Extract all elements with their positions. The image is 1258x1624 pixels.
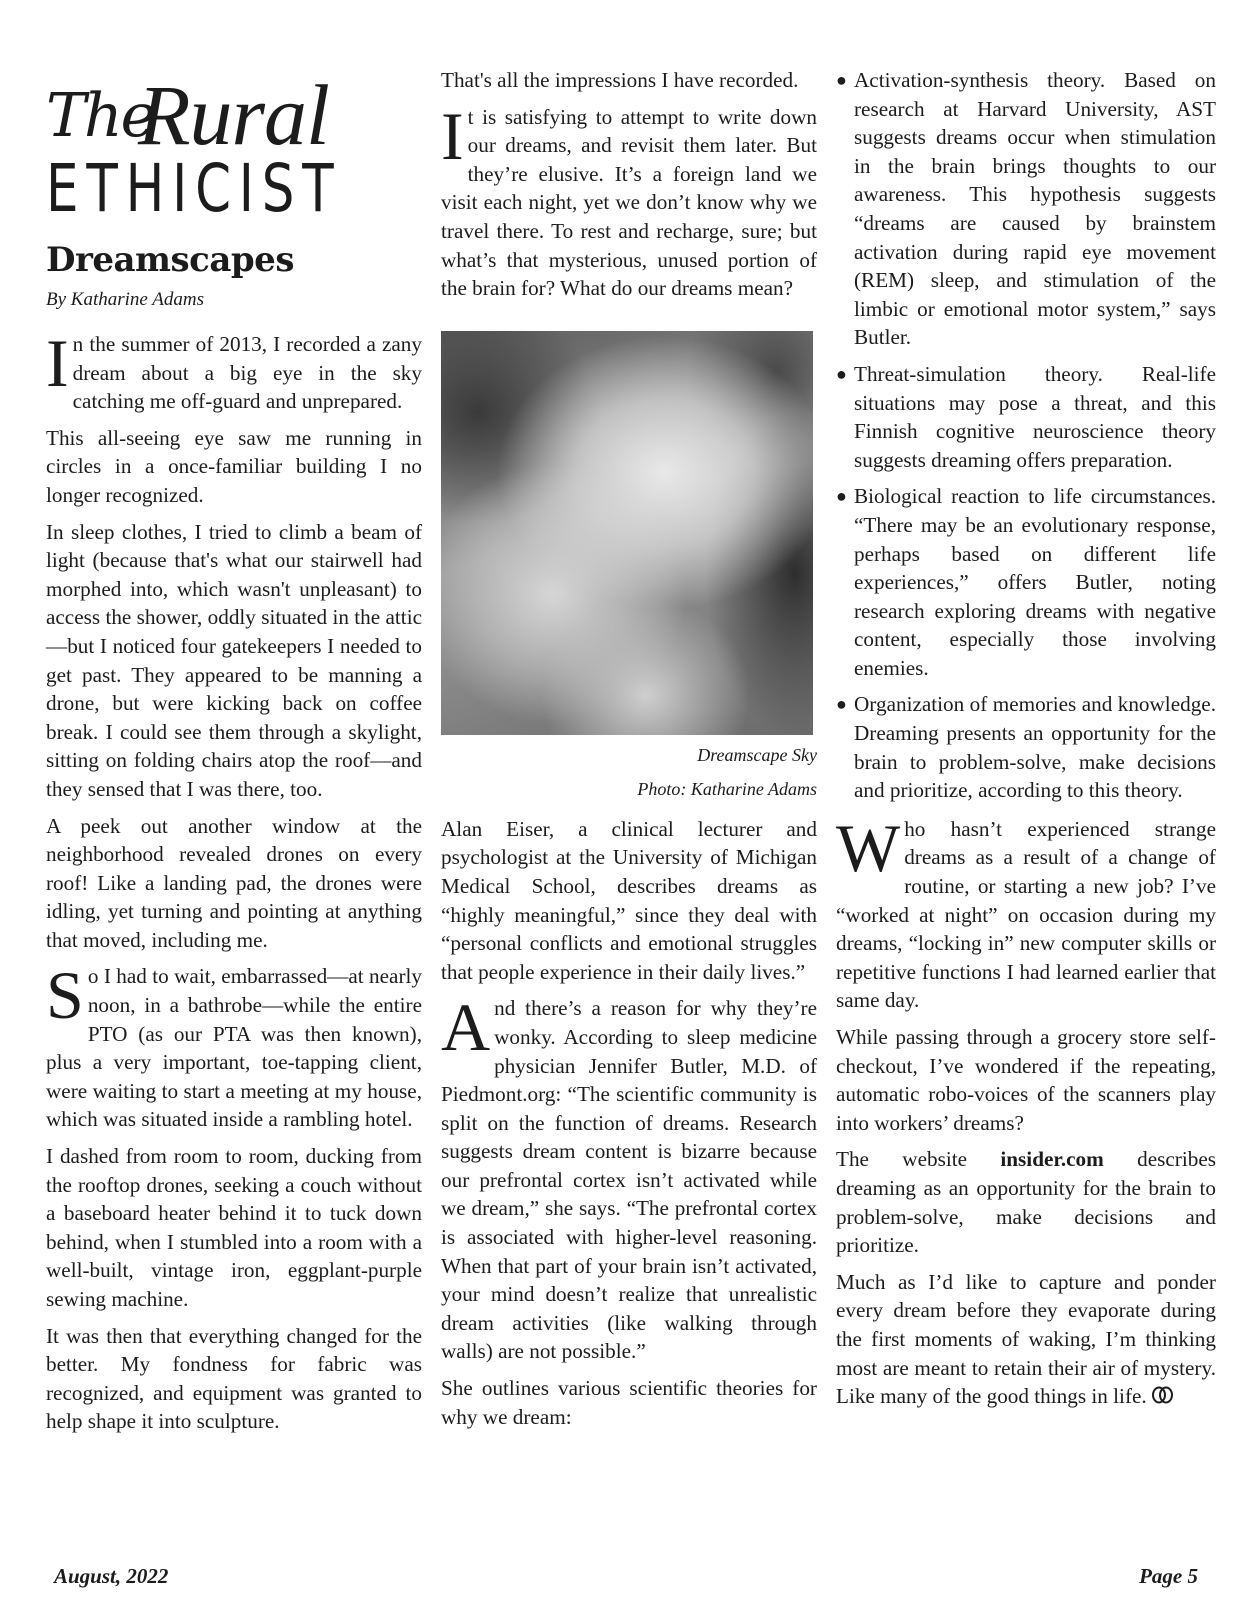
paragraph-text: o I had to wait, embarrassed—at nearly noon, in a bathrobe—while the entire PTO (as our PTA was then known), plus a very important, toe-tapping client, were waiting to start a meeting at my house, which was situated inside a rambling hotel.: [46, 964, 422, 1132]
drop-cap: I: [46, 325, 69, 401]
article-byline: By Katharine Adams: [46, 289, 204, 310]
bullet-icon: ●: [836, 694, 847, 715]
paragraph: She outlines various scientific theories for why we dream:: [441, 1376, 817, 1429]
end-mark-icon: [1151, 1383, 1175, 1412]
drop-cap: S: [46, 957, 84, 1034]
drop-cap: A: [441, 989, 491, 1066]
paragraph-text: ho hasn’t experienced strange dreams as a result of a change of routine, or starting a new job? I’ve “worked at night” on occasion during my dreams, “locking in” new computer skills or repetitive functions I had learned earlier that same day.: [836, 816, 1216, 1013]
list-item: [836, 482, 1216, 682]
paragraph: [441, 97, 817, 303]
article-title: Dreamscapes: [46, 240, 294, 280]
paragraph: [441, 989, 817, 1366]
list-item: [836, 690, 1216, 804]
list-item-text: Biological reaction to life circumstances. “There may be an evolutionary response, perhaps based on different life experiences,” offers Butler, noting research exploring dreams with negative content, especially those involving enemies.: [854, 484, 1216, 680]
column-2: [441, 66, 817, 1439]
paragraph: While passing through a grocery store self-checkout, I’ve wondered if the repeating, automatic robo-voices of the scanners play into workers’ dreams?: [836, 1025, 1216, 1135]
paragraph: [836, 809, 1216, 1015]
paragraph: That's all the impressions I have recorded.: [441, 68, 799, 92]
paragraph-text: Much as I’d like to capture and ponder every dream before they evaporate during the first moments of waking, I’m thinking most are meant to retain their air of mystery. Like many of the good things in life.: [836, 1269, 1216, 1409]
paragraph-text: nd there’s a reason for why they’re wonky. According to sleep medicine physician Jennifer Butler, M.D. of Piedmont.org: “The scientific community is split on the function of dreams. Research suggests dream content is bizarre because our prefrontal cortex isn’t activated while we dream,” she says. “The prefrontal cortex is associated with higher-level reasoning. When that part of your brain isn’t activated, your mind doesn’t realize that unrealistic dream activities (like walking through walls) are not possible.”: [441, 996, 817, 1364]
column-3: [836, 66, 1216, 1420]
paragraph-text: n the summer of 2013, I recorded a zany dream about a big eye in the sky catching me off-guard and unprepared.: [72, 332, 422, 414]
paragraph-text: describes dreaming as an opportunity for the brain to problem-solve, make decisions and prioritize.: [836, 1147, 1216, 1258]
masthead-logo: [46, 67, 422, 236]
paragraph: [836, 1268, 1216, 1412]
paragraph: [836, 1145, 1216, 1259]
theories-list: [836, 66, 1216, 805]
bullet-icon: ●: [836, 70, 847, 90]
photo-caption-title: Dreamscape Sky: [697, 744, 817, 765]
bullet-icon: ●: [836, 486, 847, 507]
drop-cap: W: [836, 809, 901, 886]
paragraph: It was then that everything changed for the better. My fondness for fabric was recognized, and equipment was granted to help shape it into sculpture.: [46, 1323, 422, 1434]
masthead-ethicist: ETHICIST: [46, 150, 342, 227]
paragraph: [46, 325, 422, 416]
column-1: [46, 66, 422, 1444]
paragraph: Alan Eiser, a clinical lecturer and psychologist at the University of Michigan Medical School, describes dreams as “highly meaningful,” since they deal with “personal conflicts and emotional struggles that people experience in their daily lives.”: [441, 816, 817, 984]
list-item-text: Activation-synthesis theory. Based on research at Harvard University, AST suggests dreams occur when stimulation in the brain brings thoughts to our awareness. This hypothesis suggests “dreams are caused by brainstem activation during rapid eye movement (REM) sleep, and stimulation of the limbic or emotional motor system,” says Butler.: [854, 68, 1216, 350]
list-item-text: Organization of memories and knowledge. Dreaming presents an opportunity for the brain to problem-solve, make decisions and prioritize, according to this theory.: [854, 692, 1216, 803]
list-item: [836, 360, 1216, 474]
paragraph: This all-seeing eye saw me running in circles in a once-familiar building I no longer recognized.: [46, 425, 422, 507]
paragraph: I dashed from room to room, ducking from the rooftop drones, seeking a couch without a baseboard heater behind it to tuck down behind, when I stumbled into a room with a well-built, vintage iron, eggplant-purple sewing machine.: [46, 1144, 422, 1311]
dreamscape-sky-photo: [441, 331, 813, 735]
paragraph: A peek out another window at the neighborhood revealed drones on every roof! Like a landing pad, the drones were idling, yet turning and pointing at anything that moved, including me.: [46, 813, 422, 952]
insider-link-text: insider.com: [1000, 1147, 1104, 1172]
paragraph: [46, 957, 422, 1134]
footer-date: August, 2022: [54, 1564, 169, 1588]
paragraph-text: t is satisfying to attempt to write down our dreams, and revisit them later. But they’re elusive. It’s a foreign land we visit each night, yet we don’t know why we travel there. To rest and recharge, sure; but what’s that mysterious, unused portion of the brain for? What do our dreams mean?: [441, 104, 817, 301]
paragraph-text: The website: [836, 1147, 1001, 1172]
paragraph: In sleep clothes, I tried to climb a beam of light (because that's what our stairwell had morphed into, which wasn't unpleasant) to access the shower, oddly situated in the attic—but I noticed four gatekeepers I needed to get past. They appeared to be manning a drone, but were kicking back on coffee break. I could see them through a skylight, sitting on folding chairs atop the roof—and they sensed that I was there, too.: [46, 519, 422, 801]
list-item-text: Threat-simulation theory. Real-life situations may pose a threat, and this Finnish cognitive neuroscience theory suggests dreaming offers preparation.: [854, 361, 1216, 472]
footer-page-number: Page 5: [1139, 1564, 1198, 1588]
masthead-the: The: [46, 81, 155, 151]
photo-caption-credit: Photo: Katharine Adams: [637, 778, 817, 799]
drop-cap: I: [441, 97, 464, 174]
list-item: [836, 66, 1216, 352]
bullet-icon: ●: [836, 363, 847, 384]
masthead-rural: Rural: [138, 67, 329, 163]
